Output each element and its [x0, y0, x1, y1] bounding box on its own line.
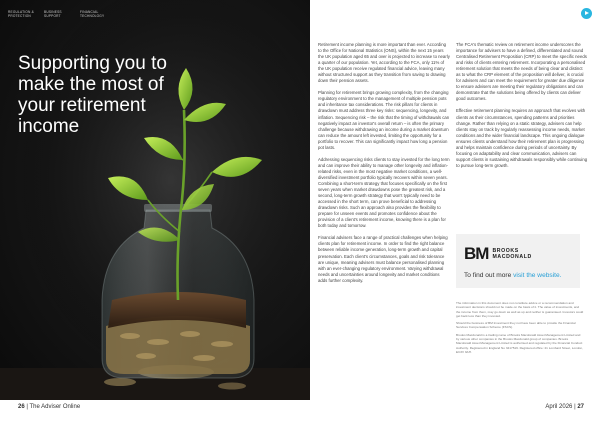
article-paragraph: Financial advisers face a range of practical challenges when helping clients plan for retirement income. In order to find the right balance between reliable income generation, long-term growth and capital preservation. Each client's circumstances, goals and risk tolerance are unique, meaning advisers must balance personalised planning with an ever-changing regulatory environment. Varying withdrawal needs and uncertainties around longevity and market conditions adds further complexity. — [318, 235, 448, 283]
nav-item-financial-technology[interactable]: FINANCIAL TECHNOLOGY — [80, 10, 105, 18]
article-paragraph: Effective retirement planning requires an approach that evolves with clients as their circumstances, spending patterns and priorities change. Rather than relying on a static strategy, advisers can help clients stay on track by regularly reassessing income needs, market conditions and the wider financial landscape. This ongoing dialogue ensures clients understand how their retirement plan is progressing and helps maintain confidence during periods of uncertainty. By focusing on adaptability and clear communication, advisers can support clients in sustaining withdrawals responsibly while continuing to pursue long-term growth. — [456, 108, 588, 168]
nav-item-business-support[interactable]: BUSINESS SUPPORT — [44, 10, 62, 18]
advert-call-to-action — [464, 272, 562, 279]
publication-name: The Adviser Online — [29, 404, 81, 410]
article-paragraph: Addressing sequencing risks clients to stay invested for the long term and can improve their ability to manage other longevity and inflation-related risks, even in the most negative market conditions, a well-diversified investment portfolio typically recovers within seven years. Combining a short-term strategy that focuses specifically on the first seven years when market drawdowns pose the greatest risk, and a second, long-term growth strategy that won't typically need to be accessed in the short term, can prove beneficial to addressing drawdown risks. Such an approach also provides the flexibility to prepare for unseen events and promotes confidence about the provision of a client's retirement income, knowing there is a plan for both today and tomorrow. — [318, 156, 450, 229]
article-paragraph: Retirement income planning is more important than ever. According to the Office for National Statistics (ONS), within the next 15 years the UK population aged 65 and over is projected to increase to nearly a quarter of our population. Yet, according to the FCA, only 11% of the UK population receive regulated financial advice, leaving many without structured support as they transition from saving to drawing down their pension assets. — [318, 42, 450, 84]
article-column-2 — [456, 42, 588, 175]
brooks-macdonald-logo — [464, 244, 532, 264]
left-page-footer — [18, 404, 80, 410]
cta-prefix: To find out more — [464, 272, 514, 279]
right-page-footer — [545, 404, 584, 410]
section-nav — [8, 10, 106, 18]
right-page-number: 27 — [577, 404, 584, 410]
disclaimer — [456, 301, 584, 357]
logo-mark: BM — [464, 244, 489, 263]
left-page-number: 26 — [18, 404, 25, 410]
hero-photo — [0, 0, 310, 400]
logo-name — [492, 248, 531, 260]
disclaimer-paragraph: Brooks Macdonald is a trading name of Brooks Macdonald Asset Management Limited and by various other companies in the Brooks Macdonald group of companies. Brooks Macdonald Asset Management Limited is authorised and regulated by the Financial Conduct Authority. Registered in England No 3417519. Registered office: 21 Lombard Street, London, EC3V 9AH. — [456, 332, 583, 354]
disclaimer-paragraph: The information in this document does not constitute advice or a recommendation and investment decisions should not be made on the basis of it. The value of investments, and the income from them, may go down as well as up and neither is guaranteed. Investors could get back less than they invested. — [456, 301, 584, 318]
footer-separator: | — [574, 404, 576, 410]
article-paragraph: Planning for retirement brings growing complexity, from the changing regulatory environment to the management of multiple pension pots and inheritance tax considerations. The risk pillars for clients in drawdown must address three key risks: sequencing, longevity, and inflation. Sequencing risk – the risk that the timing of withdrawals can negatively impact an investor's overall return – is often the primary challenge because withdrawing an income during a market downturn can reduce the amount left invested, limiting the opportunity for a portfolio to recover. This can significantly impact how long a pension pot lasts. — [318, 90, 450, 150]
footer-separator: | — [26, 404, 28, 410]
article-paragraph: The FCA's thematic review on retirement income underscores the importance for advisers to have a defined, differentiated and sound Centralised Retirement Proposition (CRP) to meet the specific needs and risks of clients entering retirement. Incorporating a personalised retirement solution that meets the needs of being clear and distinct as to what the CRP element of the proposition will deliver, is crucial for advisers and can meet the requirement for greater due diligence to ensure advisers are meeting their regulatory obligations and can demonstrate that the solutions being offered by clients can deliver good outcomes. — [456, 42, 587, 102]
disclaimer-paragraph: Should the business of BM Investment they not have been able to provide the Financial Services Compensation Scheme (FSCS). — [456, 321, 576, 330]
logo-name-line2: MACDONALD — [492, 254, 532, 260]
article-column-1 — [318, 42, 450, 290]
visit-website-link[interactable]: visit the website. — [513, 272, 562, 279]
nav-item-regulation[interactable]: REGULATION & PROTECTION — [8, 10, 34, 18]
logo-name-line1: BROOKS — [492, 248, 519, 254]
play-circle-icon[interactable] — [581, 8, 592, 19]
brooks-macdonald-advert — [456, 234, 580, 288]
issue-date: April 2026 — [545, 404, 573, 410]
article-headline: Supporting you to make the most of your retirement income — [18, 52, 167, 137]
